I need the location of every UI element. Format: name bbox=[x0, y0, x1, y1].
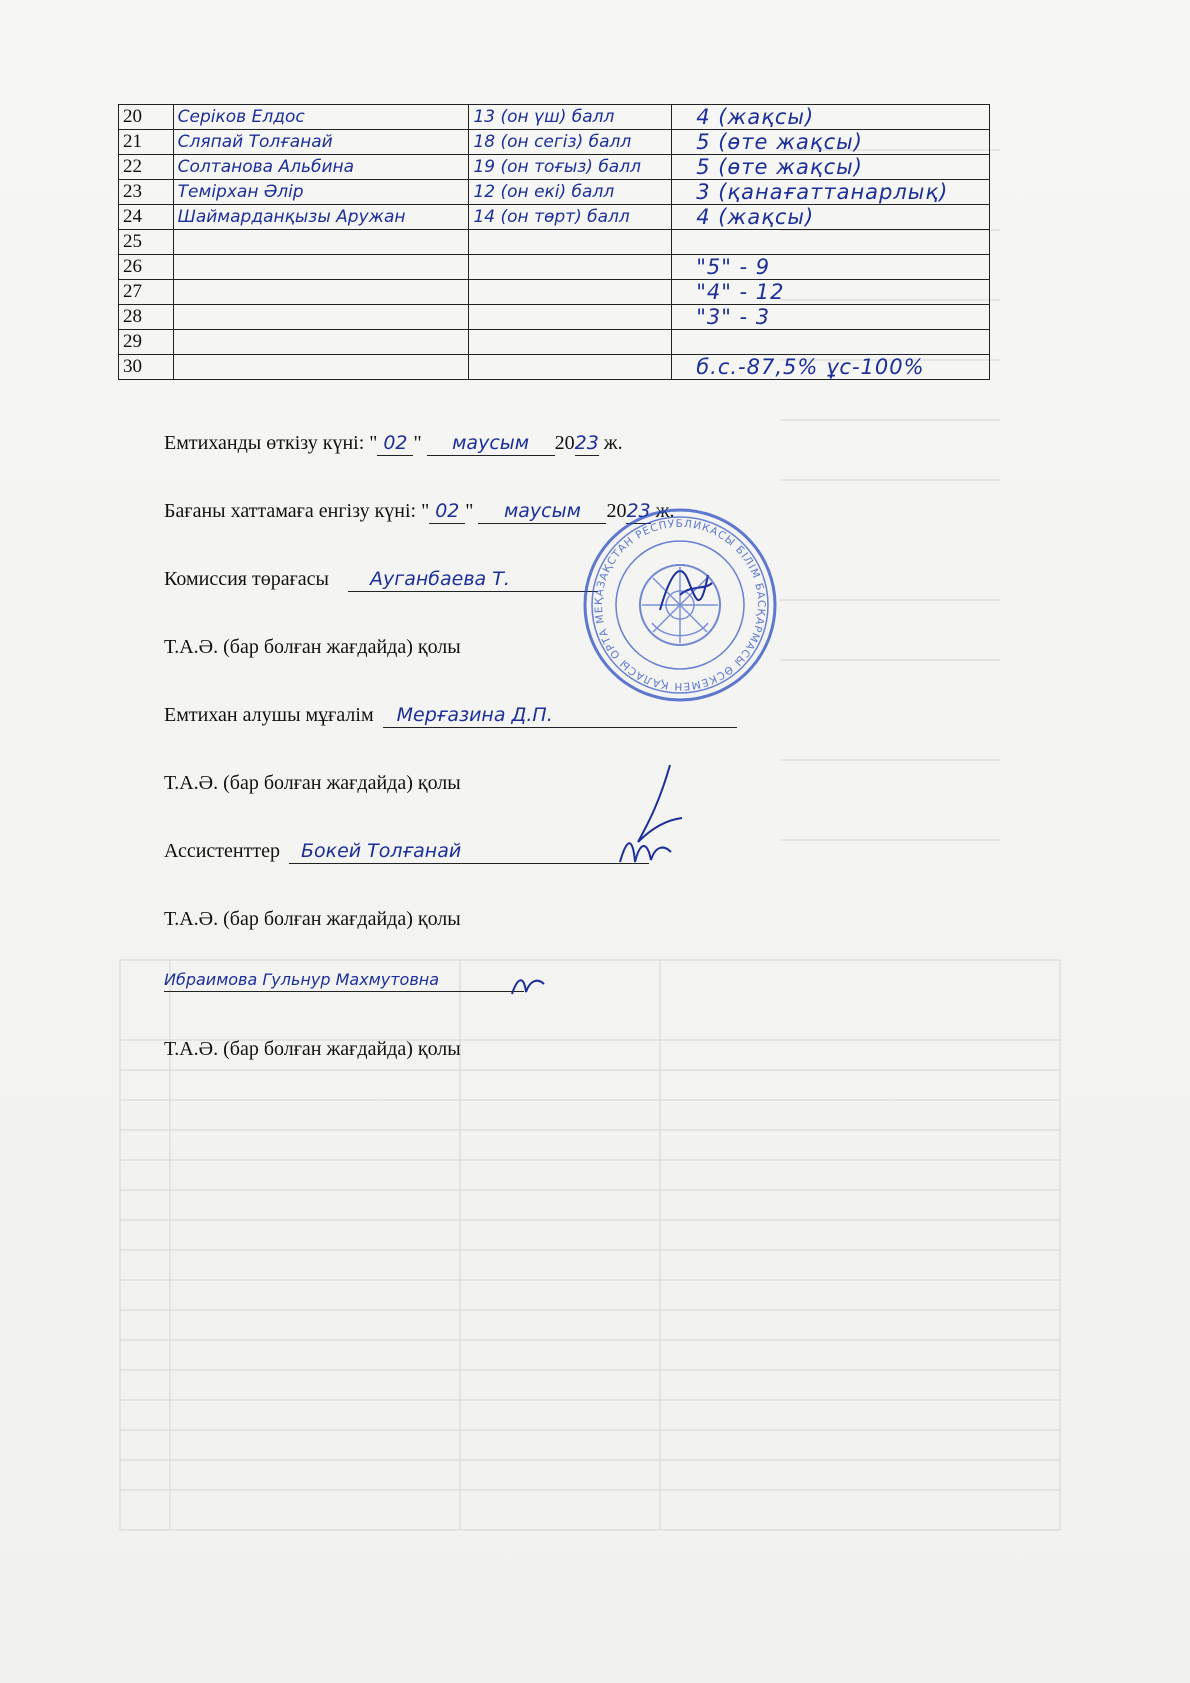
exam-date-end: ж. bbox=[598, 432, 623, 454]
row-number: 30 bbox=[123, 356, 142, 377]
assistants-label: Ассистенттер bbox=[164, 840, 280, 862]
student-name: Темірхан Әлір bbox=[177, 182, 304, 202]
student-grade-cell bbox=[672, 155, 990, 180]
table-row bbox=[119, 230, 990, 255]
table-row bbox=[119, 155, 990, 180]
student-score-cell bbox=[469, 330, 672, 355]
student-score-cell bbox=[469, 205, 672, 230]
student-name-cell bbox=[173, 255, 469, 280]
student-score: 14 (он төрт) балл bbox=[473, 207, 630, 227]
table-row bbox=[119, 255, 990, 280]
student-score-cell bbox=[469, 255, 672, 280]
row-number: 23 bbox=[123, 181, 142, 202]
assistant2-signature: Ибраимова Гульнур Махмутовна bbox=[164, 968, 524, 992]
student-grade-cell bbox=[672, 105, 990, 130]
exam-date-year-prefix: 20 bbox=[554, 432, 575, 454]
student-name-cell bbox=[173, 205, 469, 230]
assistant2-line bbox=[164, 968, 524, 992]
seal-icon bbox=[580, 505, 780, 705]
fio-sign-label-2: Т.А.Ә. (бар болған жағдайда) қолы bbox=[164, 772, 461, 794]
entry-date-label: Бағаны хаттамаға енгізу күні: " bbox=[164, 500, 430, 522]
student-grade-cell bbox=[672, 330, 990, 355]
row-number: 21 bbox=[123, 131, 142, 152]
student-score: 19 (он тоғыз) балл bbox=[473, 157, 641, 177]
student-name-cell bbox=[173, 330, 469, 355]
fio-sign-label-4: Т.А.Ә. (бар болған жағдайда) қолы bbox=[164, 1038, 461, 1060]
row-number-cell bbox=[119, 305, 174, 330]
student-name: Солтанова Альбина bbox=[177, 157, 355, 177]
student-grade: 3 (қанағаттанарлық) bbox=[696, 180, 949, 204]
student-score-cell bbox=[469, 180, 672, 205]
table-row bbox=[119, 180, 990, 205]
row-number-cell bbox=[119, 355, 174, 380]
table-row bbox=[119, 330, 990, 355]
entry-date-year-prefix: 20 bbox=[606, 500, 627, 522]
student-score-cell bbox=[469, 305, 672, 330]
student-grade-cell bbox=[672, 255, 990, 280]
student-grade-cell bbox=[672, 355, 990, 380]
assistant1-signature: Бокей Толғанай bbox=[289, 840, 649, 864]
student-name-cell bbox=[173, 155, 469, 180]
student-grade: "3" - 3 bbox=[696, 305, 771, 329]
student-grade-cell bbox=[672, 305, 990, 330]
student-score: 13 (он үш) балл bbox=[473, 107, 615, 127]
student-grade: 4 (жақсы) bbox=[696, 105, 815, 129]
student-score-cell bbox=[469, 130, 672, 155]
row-number-cell bbox=[119, 105, 174, 130]
row-number-cell bbox=[119, 255, 174, 280]
student-name-cell bbox=[173, 130, 469, 155]
entry-date-month: маусым bbox=[478, 500, 606, 524]
entry-date-day: 02 bbox=[429, 500, 465, 524]
student-score-cell bbox=[469, 230, 672, 255]
row-number: 29 bbox=[123, 331, 142, 352]
row-number: 25 bbox=[123, 231, 142, 252]
exam-teacher-label: Емтихан алушы мұғалім bbox=[164, 704, 374, 726]
exam-teacher-signature: Мерғазина Д.П. bbox=[383, 704, 737, 728]
exam-teacher-line bbox=[164, 704, 737, 728]
fio-sign-label-1: Т.А.Ә. (бар болған жағдайда) қолы bbox=[164, 636, 461, 658]
row-number: 24 bbox=[123, 206, 142, 227]
student-name-cell bbox=[173, 230, 469, 255]
fio-sign-label-3: Т.А.Ә. (бар болған жағдайда) қолы bbox=[164, 908, 461, 930]
student-name-cell bbox=[173, 180, 469, 205]
student-grade-cell bbox=[672, 280, 990, 305]
row-number: 28 bbox=[123, 306, 142, 327]
student-grade: 5 (өте жақсы) bbox=[696, 155, 863, 179]
row-number: 27 bbox=[123, 281, 142, 302]
student-score: 18 (он сегіз) балл bbox=[473, 132, 632, 152]
exam-date-quote: " bbox=[413, 432, 427, 454]
student-grade-cell bbox=[672, 180, 990, 205]
student-name: Сляпай Толғанай bbox=[177, 132, 333, 152]
student-grade: б.с.-87,5% ұс-100% bbox=[696, 355, 925, 379]
row-number-cell bbox=[119, 130, 174, 155]
student-name-cell bbox=[173, 355, 469, 380]
table-row bbox=[119, 355, 990, 380]
row-number: 20 bbox=[123, 106, 142, 127]
assistant-signature-scribble bbox=[615, 832, 675, 872]
svg-text:ҚАЗАҚСТАН РЕСПУБЛИКАСЫ БІЛІМ Б: ҚАЗАҚСТАН РЕСПУБЛИКАСЫ БІЛІМ БАСҚАРМАСЫ ӨСКЕМЕН ҚАЛАСЫ ОРТА МЕ bbox=[592, 517, 768, 693]
row-number-cell bbox=[119, 280, 174, 305]
official-seal-stamp bbox=[580, 505, 780, 705]
entry-date-year-suffix: 23 bbox=[626, 500, 651, 522]
assistant2-signature-scribble bbox=[508, 970, 548, 1000]
commission-chair-signature: Ауганбаева Т. bbox=[348, 568, 598, 592]
student-grade-cell bbox=[672, 230, 990, 255]
row-number-cell bbox=[119, 180, 174, 205]
row-number-cell bbox=[119, 205, 174, 230]
student-name-cell bbox=[173, 305, 469, 330]
grades-table bbox=[118, 104, 990, 380]
student-score-cell bbox=[469, 105, 672, 130]
table-row bbox=[119, 130, 990, 155]
student-name-cell bbox=[173, 105, 469, 130]
table-row bbox=[119, 205, 990, 230]
entry-date-end: ж. bbox=[650, 500, 675, 522]
student-score-cell bbox=[469, 155, 672, 180]
student-grade: "4" - 12 bbox=[696, 280, 785, 304]
commission-chair-label: Комиссия төрағасы bbox=[164, 568, 329, 590]
student-name-cell bbox=[173, 280, 469, 305]
student-grade-cell bbox=[672, 205, 990, 230]
row-number-cell bbox=[119, 230, 174, 255]
assistants-line bbox=[164, 840, 649, 864]
row-number: 26 bbox=[123, 256, 142, 277]
row-number-cell bbox=[119, 330, 174, 355]
row-number-cell bbox=[119, 155, 174, 180]
exam-date-month: маусым bbox=[427, 432, 555, 456]
exam-date-label: Емтиханды өткізу күні: " bbox=[164, 432, 378, 454]
exam-date-year-suffix: 23 bbox=[574, 432, 599, 454]
student-name: Серіков Елдос bbox=[177, 107, 305, 127]
table-row bbox=[119, 280, 990, 305]
student-score-cell bbox=[469, 280, 672, 305]
row-number: 22 bbox=[123, 156, 142, 177]
student-score-cell bbox=[469, 355, 672, 380]
commission-chair-line bbox=[164, 568, 598, 592]
student-grade-cell bbox=[672, 130, 990, 155]
table-row bbox=[119, 305, 990, 330]
student-grade: 5 (өте жақсы) bbox=[696, 130, 863, 154]
student-grade: "5" - 9 bbox=[696, 255, 771, 279]
student-score: 12 (он екі) балл bbox=[473, 182, 615, 202]
entry-date-quote: " bbox=[465, 500, 479, 522]
exam-date-day: 02 bbox=[377, 432, 413, 456]
table-row bbox=[119, 105, 990, 130]
grades-table-body bbox=[119, 105, 990, 380]
student-name: Шаймарданқызы Аружан bbox=[177, 207, 406, 227]
student-grade: 4 (жақсы) bbox=[696, 205, 815, 229]
exam-date-line bbox=[164, 432, 623, 456]
